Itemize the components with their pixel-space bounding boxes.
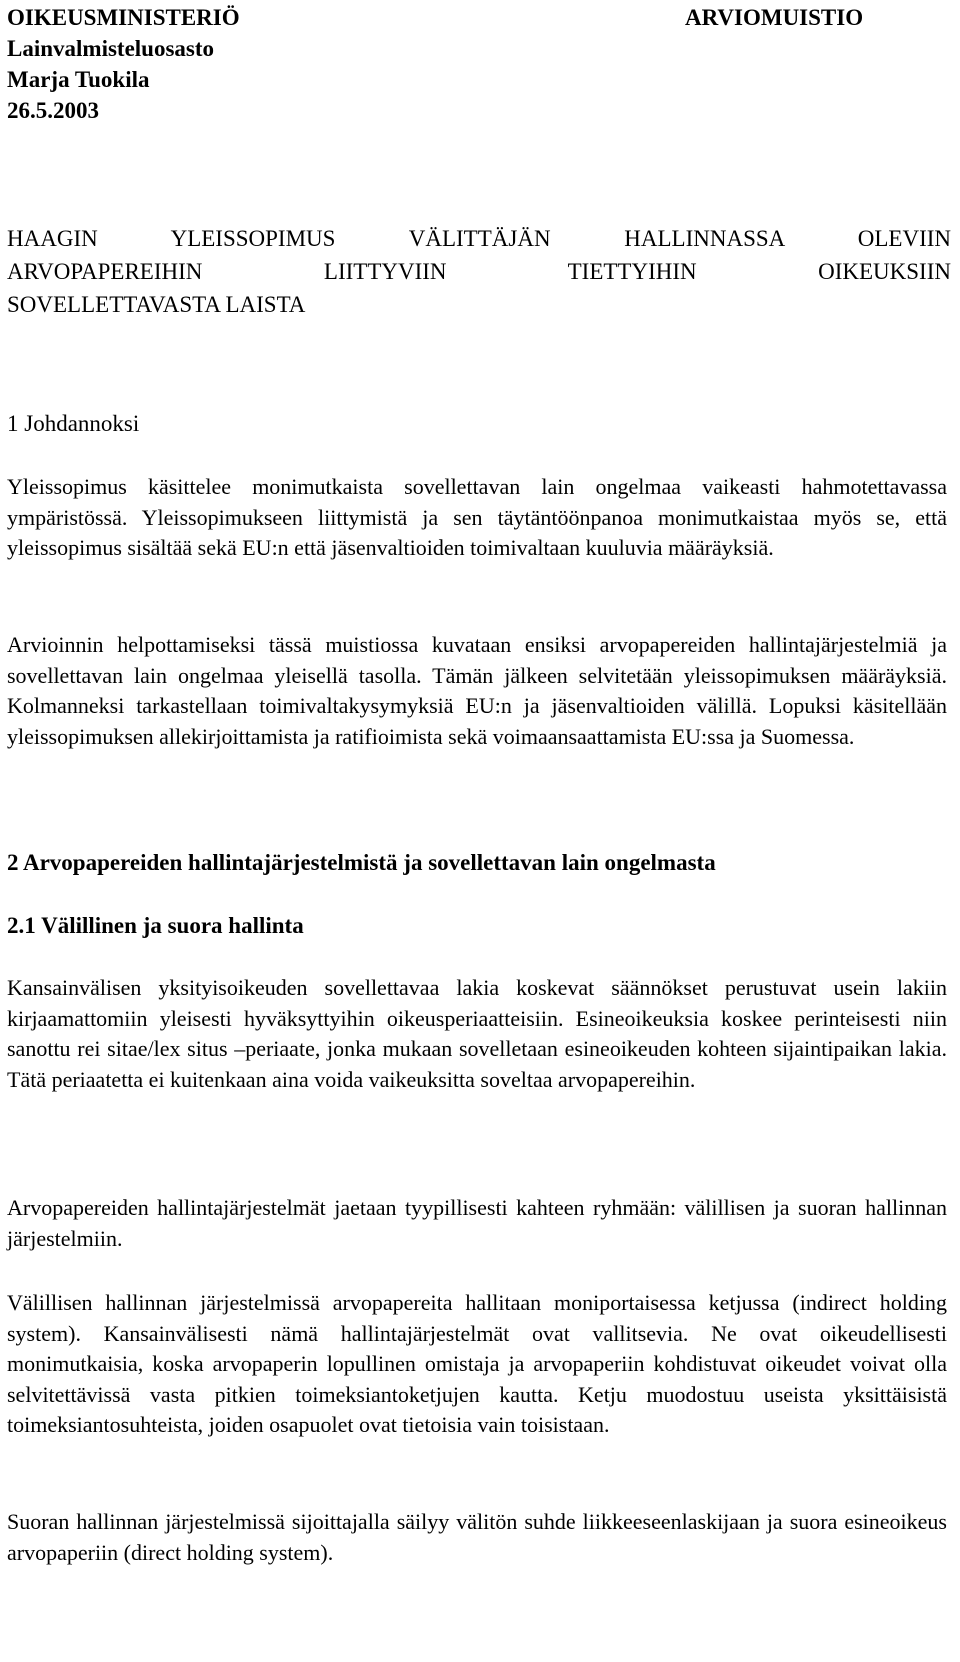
ministry-name: OIKEUSMINISTERIÖ (7, 5, 240, 30)
department-name: Lainvalmisteluosasto (7, 36, 215, 61)
section-1-paragraph-2: Arvioinnin helpottamiseksi tässä muistiossa kuvataan ensiksi arvopapereiden hallintajärjestelmiä ja sovellettavan lain ongelmaa yleisellä tasolla. Tämän jälkeen selvitetään yleissopimuksen määräyksiä. Kolmanneksi tarkastellaan toimivaltakysymyksiä EU:n ja jäsenvaltioiden välillä. Lopuksi käsitellään yleissopimuksen allekirjoittamista ja ratifioimista sekä voimaansaattamista EU:ssa ja Suomessa. (7, 632, 947, 749)
subsection-2-1-heading: 2.1 Välillinen ja suora hallinta (7, 913, 304, 938)
subsection-2-1-paragraph-3: Välillisen hallinnan järjestelmissä arvopapereita hallitaan moniportaisessa ketjussa (indirect holding system). Kansainvälisesti nämä hallintajärjestelmät ovat vallitsevia. Ne ovat oikeudellisesti monimutkaisia, koska arvopaperin lopullinen omistaja ja arvopaperiin kohdistuvat oikeudet voivat olla selvitettävissä vasta pitkien toimeksiantoketjujen kautta. Ketju muodostuu useista yksittäisistä toimeksiantosuhteista, joiden osapuolet ovat tietoisia vain toisistaan. (7, 1290, 947, 1437)
section-2-heading: 2 Arvopapereiden hallintajärjestelmistä ja sovellettavan lain ongelmasta (7, 850, 716, 875)
document-title (7, 222, 951, 321)
title-line-2: ARVOPAPEREIHIN LIITTYVIIN TIETTYIHIN OIKEUKSIIN (7, 259, 951, 284)
document-header (7, 2, 240, 126)
subsection-2-1-paragraph-2: Arvopapereiden hallintajärjestelmät jaetaan tyypillisesti kahteen ryhmään: välillisen ja suoran hallinnan järjestelmiin. (7, 1195, 947, 1251)
section-1-paragraph-1: Yleissopimus käsittelee monimutkaista sovellettavan lain ongelmaa vaikeasti hahmotettavassa ympäristössä. Yleissopimukseen liittymistä ja sen täytäntöönpanoa monimutkaistaa myös se, että yleissopimus sisältää sekä EU:n että jäsenvaltioiden toimivaltaan kuuluvia määräyksiä. (7, 474, 947, 560)
title-line-3: SOVELLETTAVASTA LAISTA (7, 292, 306, 317)
section-1-heading: 1 Johdannoksi (7, 411, 140, 436)
document-date: 26.5.2003 (7, 98, 99, 123)
author-name: Marja Tuokila (7, 67, 150, 92)
subsection-2-1-paragraph-4: Suoran hallinnan järjestelmissä sijoittajalla säilyy välitön suhde liikkeeseenlaskijaan ja suora esineoikeus arvopaperiin (direct holding system). (7, 1509, 947, 1565)
document-type: ARVIOMUISTIO (685, 5, 864, 30)
title-line-1: HAAGIN YLEISSOPIMUS VÄLITTÄJÄN HALLINNASSA OLEVIIN (7, 226, 951, 251)
subsection-2-1-paragraph-1: Kansainvälisen yksityisoikeuden sovellettavaa lakia koskevat säännökset perustuvat usein lakiin kirjaamattomiin yleisesti hyväksyttyihin oikeusperiaatteisiin. Esineoikeuksia koskee perinteisesti niin sanottu rei sitae/lex situs –periaate, jonka mukaan sovelletaan esineoikeuden kohteen sijaintipaikan lakia. Tätä periaatetta ei kuitenkaan aina voida vaikeuksitta soveltaa arvopapereihin. (7, 975, 947, 1092)
